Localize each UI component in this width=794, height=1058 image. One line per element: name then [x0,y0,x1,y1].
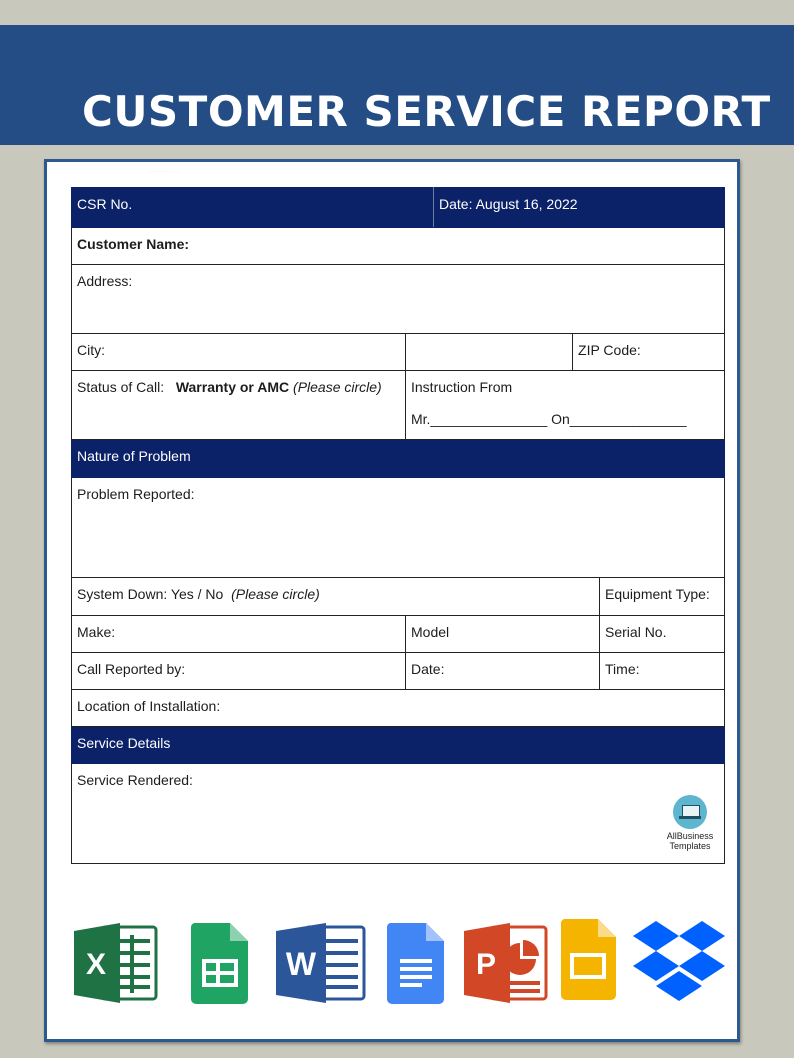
word-icon[interactable] [274,921,368,1005]
time-label: Time: [605,661,640,677]
system-down-field[interactable] [72,578,600,616]
instruction-from-label: Instruction From [411,379,513,395]
model-label: Model [411,624,450,640]
excel-icon[interactable] [72,921,160,1005]
svg-text:X: X [85,948,107,981]
service-rendered-field[interactable] [72,764,725,864]
date-field[interactable] [406,653,600,690]
logo-line-2: Templates [669,841,711,851]
status-of-call-field[interactable] [72,371,406,440]
svg-text:P: P [475,948,497,981]
cropped-text-fragment: ............ [147,166,181,172]
google-sheets-icon[interactable] [190,923,250,1005]
location-of-installation-field[interactable] [72,690,725,727]
laptop-icon [673,795,707,829]
make-field[interactable] [72,616,406,653]
status-of-call-label: Status of Call: [77,379,165,395]
equipment-type-field[interactable] [600,578,725,616]
problem-reported-label: Problem Reported: [77,486,195,502]
city-field[interactable] [72,334,406,371]
report-date-label: Date: August 16, 2022 [439,196,578,212]
system-down-label: System Down: Yes / No [77,586,224,602]
customer-name-field[interactable] [72,228,725,265]
service-details-header [72,727,725,764]
report-date-field[interactable] [434,188,725,228]
powerpoint-icon[interactable] [462,921,550,1005]
app-icon-row [0,915,794,1010]
logo-line-1: AllBusiness [666,831,714,841]
time-field[interactable] [600,653,725,690]
equipment-type-label: Equipment Type: [605,586,710,602]
title-banner [0,25,794,145]
service-details-label: Service Details [77,735,171,751]
please-circle-note-2: (Please circle) [231,586,320,602]
city-extra-field[interactable] [406,334,573,371]
date-label: Date: [411,661,445,677]
call-reported-by-label: Call Reported by: [77,661,186,677]
address-field[interactable] [72,265,725,334]
zip-code-field[interactable] [573,334,725,371]
nature-of-problem-header [72,440,725,478]
make-label: Make: [77,624,116,640]
page-title: CUSTOMER SERVICE REPORT [82,87,771,136]
location-of-installation-label: Location of Installation: [77,698,221,714]
call-reported-by-field[interactable] [72,653,406,690]
mr-on-blanks: Mr._______________ On_______________ [411,411,687,427]
customer-name-label: Customer Name: [77,236,190,252]
allbusiness-templates-logo [662,795,718,851]
problem-reported-field[interactable] [72,478,725,578]
status-options: Warranty or AMC [175,379,290,395]
please-circle-note: (Please circle) [293,379,382,395]
address-label: Address: [77,273,133,289]
svg-text:W: W [285,946,317,982]
city-label: City: [77,342,105,358]
csr-number-label: CSR No. [77,196,133,212]
serial-no-field[interactable] [600,616,725,653]
serial-no-label: Serial No. [605,624,667,640]
google-slides-icon[interactable] [560,919,618,1001]
service-rendered-label: Service Rendered: [77,772,193,788]
csr-number-field[interactable] [72,188,434,228]
nature-of-problem-label: Nature of Problem [77,448,191,464]
instruction-from-field[interactable] [406,371,725,440]
service-report-form [71,187,725,864]
dropbox-icon[interactable] [632,919,726,1007]
zip-code-label: ZIP Code: [578,342,641,358]
google-docs-icon[interactable] [386,923,446,1005]
model-field[interactable] [406,616,600,653]
